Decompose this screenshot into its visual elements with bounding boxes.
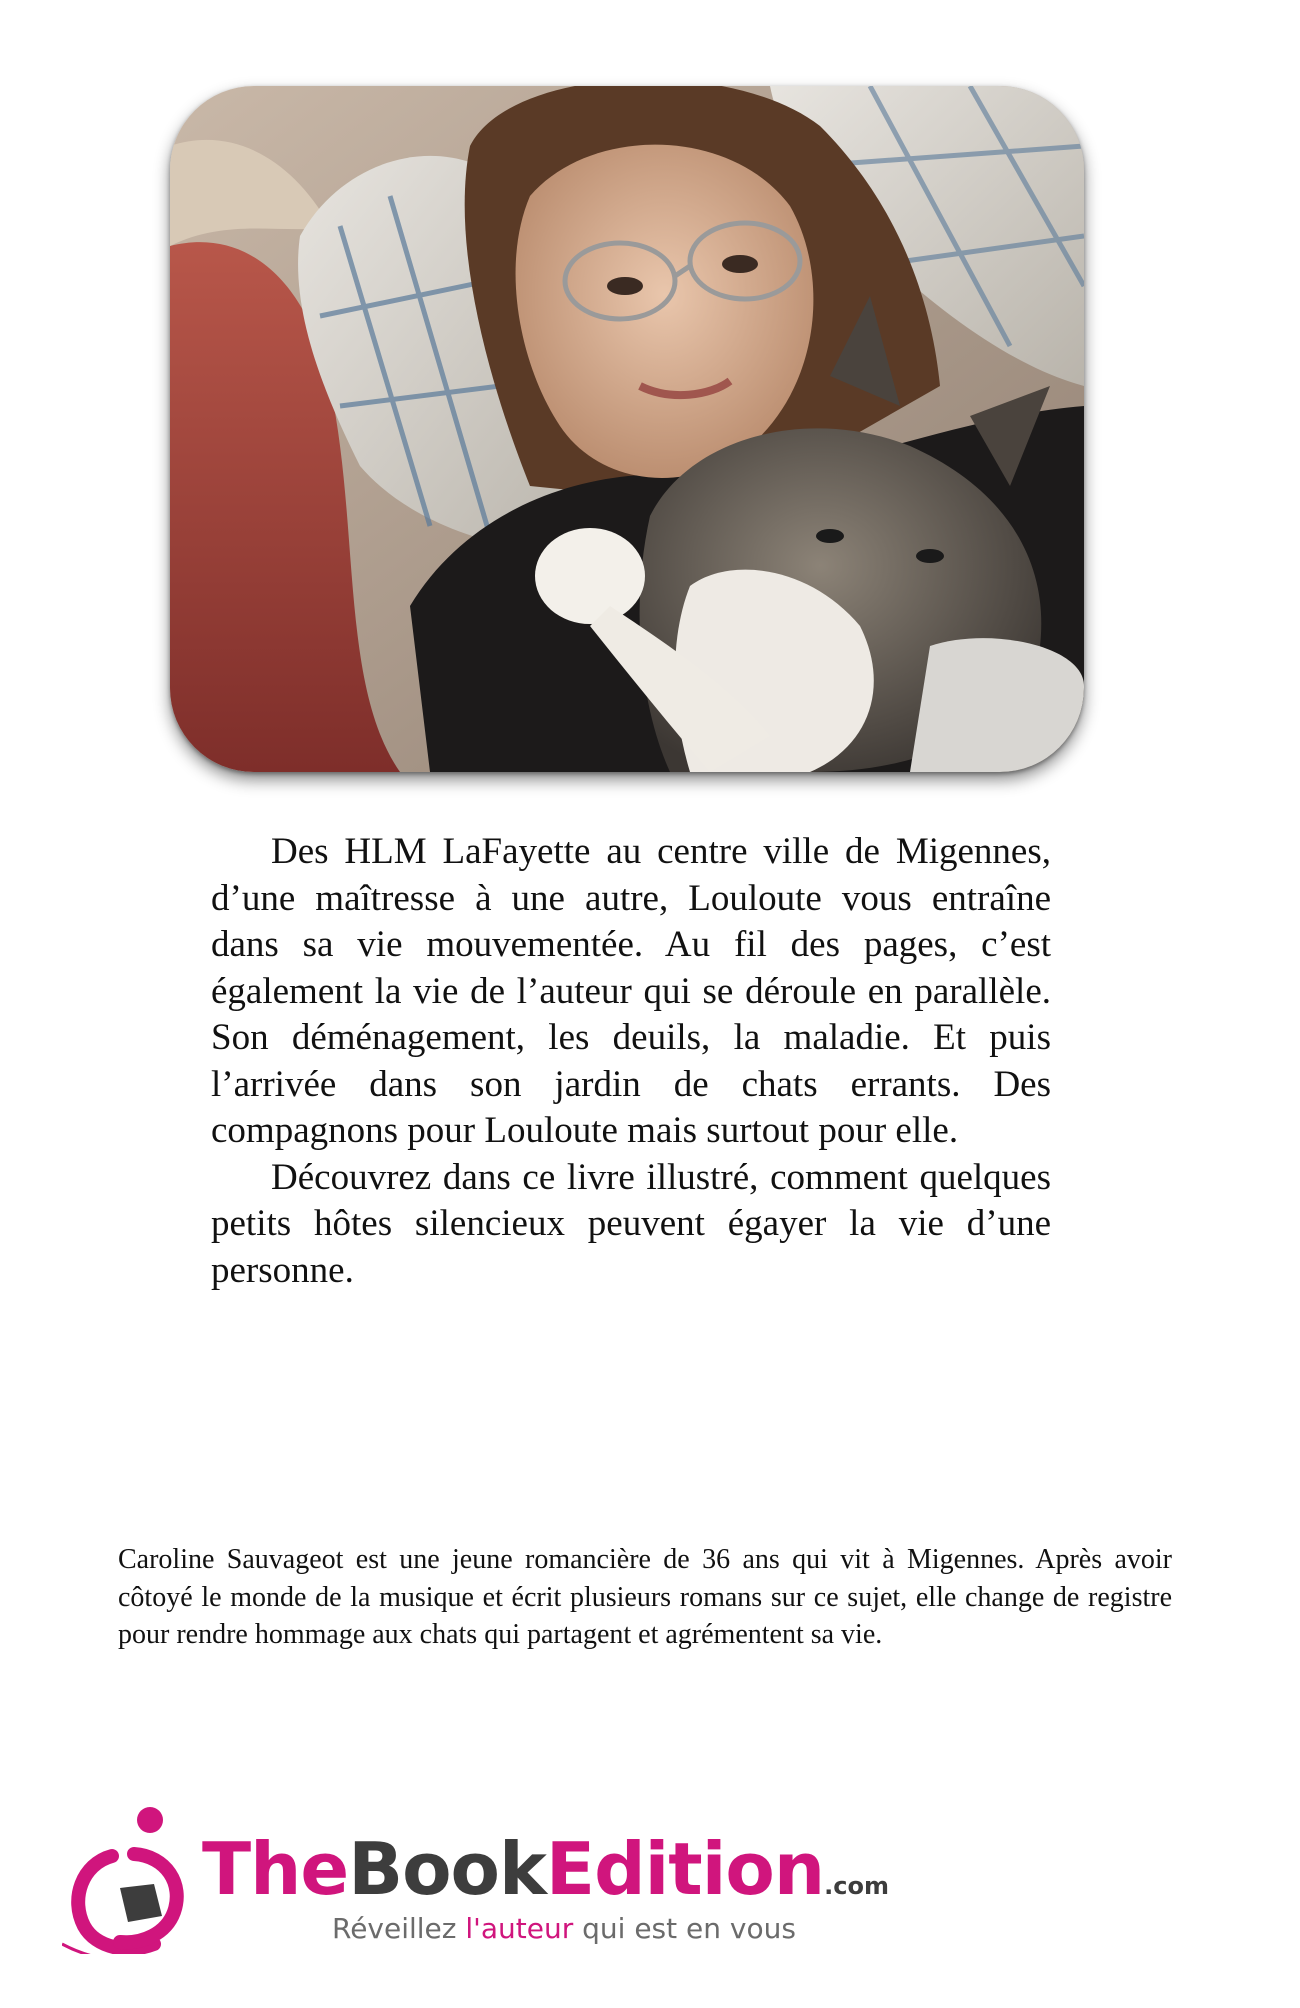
blurb-paragraph-2: Découvrez dans ce livre illustré, comment quelques petits hôtes silencieux peuvent égayer la vie d’une personne. — [211, 1156, 1051, 1291]
author-bio: Caroline Sauvageot est une jeune romancière de 36 ans qui vit à Migennes. Après avoir côtoyé le monde de la musique et écrit plusieurs romans sur ce sujet, elle change de registre pour rendre hommage aux chats qui partagent et agrémentent sa vie. — [118, 1544, 1172, 1650]
photo-illustration — [170, 86, 1084, 772]
publisher-logo — [62, 1804, 889, 1964]
logo-word-edition: Edition — [545, 1827, 825, 1911]
book-blurb — [211, 829, 1051, 1294]
tagline-start: Réveillez — [332, 1912, 466, 1945]
author-photo — [170, 86, 1084, 772]
logo-word-the: The — [202, 1827, 349, 1911]
logo-word-book: Book — [348, 1827, 546, 1911]
tagline-end: qui est en vous — [573, 1912, 796, 1945]
logo-word-com: .com — [824, 1872, 889, 1900]
tagline-highlight: l'auteur — [465, 1912, 574, 1945]
blurb-paragraph-1: Des HLM LaFayette au centre ville de Migennes, d’une maîtresse à une autre, Louloute vous entraîne dans sa vie mouvementée. Au fil des pages, c’est également la vie de l’auteur qui se déroule en parallèle. Son déménagement, les deuils, la maladie. Et puis l’arrivée dans son jardin de chats errants. Des compagnons pour Louloute mais surtout pour elle. — [211, 831, 1051, 1151]
logo-tagline — [332, 1912, 796, 1945]
thebookedition-logo-icon — [62, 1804, 202, 1954]
